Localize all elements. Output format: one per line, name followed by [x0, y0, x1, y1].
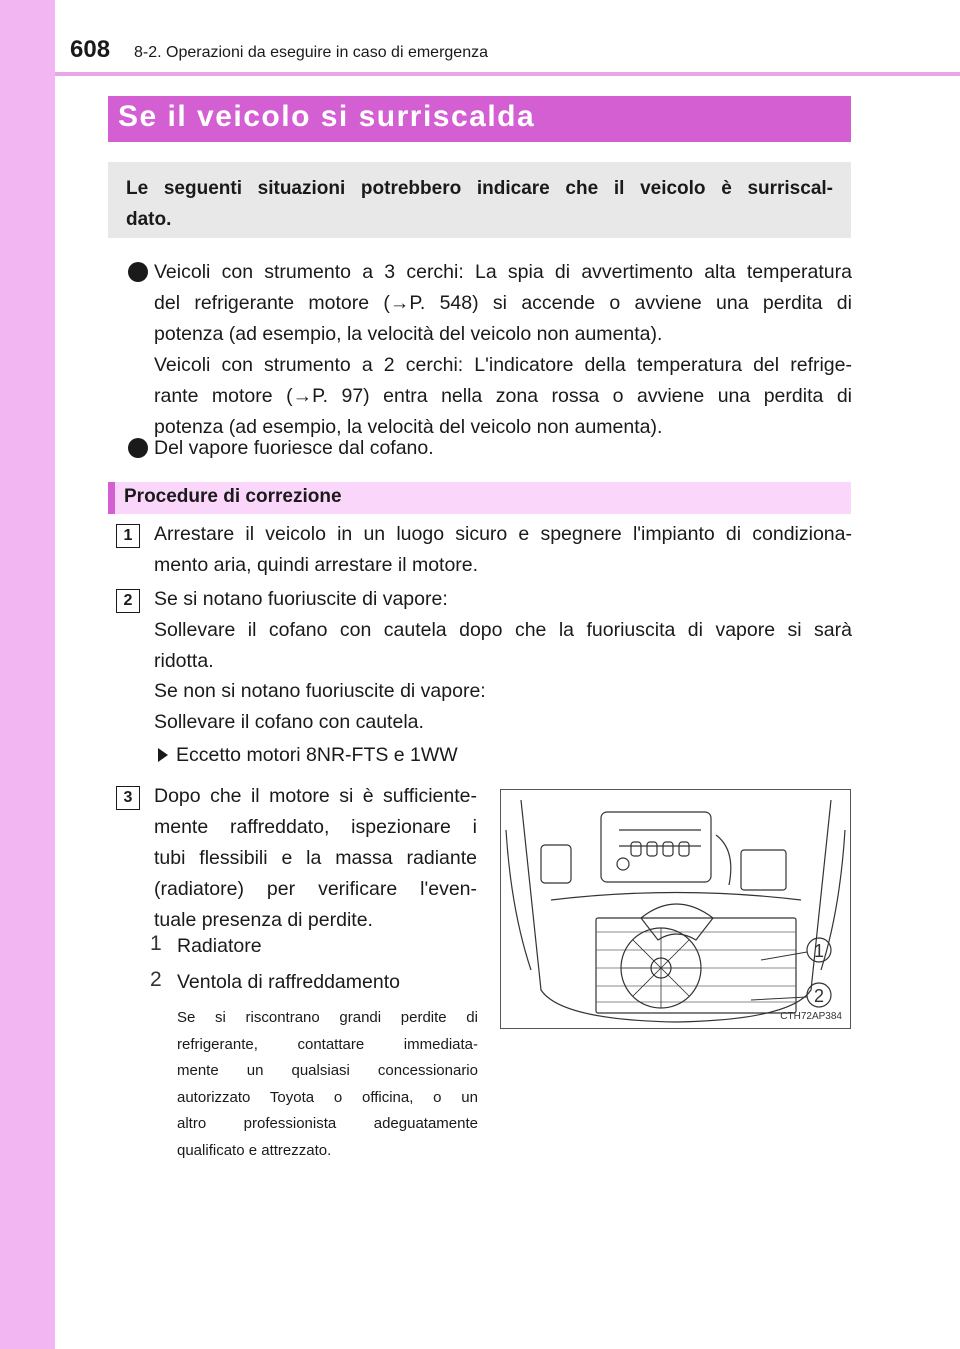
- step-text: [154, 519, 852, 581]
- intro-line: dato.: [126, 209, 172, 230]
- line: qualificato e attrezzato.: [177, 1141, 332, 1159]
- line: mente raffreddato, ispezionare i: [154, 816, 477, 838]
- leak-note: [177, 1005, 478, 1164]
- line: Se si riscontrano grandi perdite di: [177, 1009, 478, 1026]
- line: Arrestare il veicolo in un luogo sicuro e spegnere l'impianto di condiziona-: [154, 523, 852, 545]
- engine-note: Eccetto motori 8NR-FTS e 1WW: [176, 744, 458, 766]
- line: Veicoli con strumento a 3 cerchi: La spia di avvertimento alta temperatura: [154, 261, 852, 283]
- line: tubi flessibili e la massa radiante: [154, 847, 477, 869]
- line: Sollevare il cofano con cautela dopo che la fuoriuscita di vapore si sarà: [154, 619, 852, 641]
- legend-number: 1: [150, 932, 162, 955]
- legend-label: Ventola di raffreddamento: [177, 971, 400, 993]
- legend-number: 2: [150, 968, 162, 991]
- line: (radiatore) per verificare l'even-: [154, 878, 477, 900]
- line: Veicoli con strumento a 2 cerchi: L'indicatore della temperatura del refrige-: [154, 354, 852, 376]
- section-title: Se il veicolo si surriscalda: [108, 96, 851, 142]
- subsection-title: Procedure di correzione: [108, 482, 851, 514]
- intro-line: Le seguenti situazioni potrebbero indicare che il veicolo è surriscal-: [126, 178, 833, 199]
- line: mento aria, quindi arrestare il motore.: [154, 554, 479, 576]
- engine-bay-drawing: [501, 790, 850, 1028]
- figure-callout: 2: [813, 986, 825, 1006]
- line: potenza (ad esempio, la velocità del veicolo non aumenta).: [154, 323, 663, 345]
- page-number: 608: [70, 36, 111, 63]
- step-text: [154, 584, 852, 677]
- arrow-right-icon: [158, 748, 168, 762]
- line: del refrigerante motore (→P. 548) si accende o avviene una perdita di: [154, 292, 852, 314]
- engine-bay-illustration: [500, 789, 851, 1029]
- figure-code: CTH72AP384: [780, 1011, 842, 1022]
- line: refrigerante, contattare immediata-: [177, 1035, 478, 1053]
- line: Dopo che il motore si è sufficiente-: [154, 785, 477, 807]
- line: potenza (ad esempio, la velocità del veicolo non aumenta).: [154, 416, 663, 438]
- line: Se non si notano fuoriuscite di vapore:: [154, 680, 486, 702]
- step-text: [154, 676, 852, 738]
- line: altro professionista adeguatamente: [177, 1115, 478, 1132]
- step-number: 3: [116, 786, 140, 810]
- line: Sollevare il cofano con cautela.: [154, 711, 424, 733]
- line: mente un qualsiasi concessionario: [177, 1062, 478, 1079]
- running-head: 8-2. Operazioni da eseguire in caso di emergenza: [134, 44, 488, 61]
- legend-label: Radiatore: [177, 935, 262, 957]
- header-rule: [55, 72, 960, 76]
- bullet-dot: [128, 262, 148, 282]
- line: autorizzato Toyota o officina, o un: [177, 1088, 478, 1106]
- step-number: 2: [116, 589, 140, 613]
- step-number: 1: [116, 524, 140, 548]
- line: ridotta.: [154, 650, 214, 672]
- line: rante motore (→P. 97) entra nella zona rossa o avviene una perdita di: [154, 385, 852, 407]
- page-side-tab: [0, 0, 55, 1349]
- bullet-text: [154, 257, 852, 443]
- figure-callout: 1: [813, 941, 825, 961]
- bullet-dot: [128, 438, 148, 458]
- line: Se si notano fuoriuscite di vapore:: [154, 588, 448, 610]
- step-text: [154, 781, 477, 936]
- intro-box: [108, 162, 851, 238]
- bullet-text: Del vapore fuoriesce dal cofano.: [154, 437, 434, 459]
- line: tuale presenza di perdite.: [154, 909, 373, 931]
